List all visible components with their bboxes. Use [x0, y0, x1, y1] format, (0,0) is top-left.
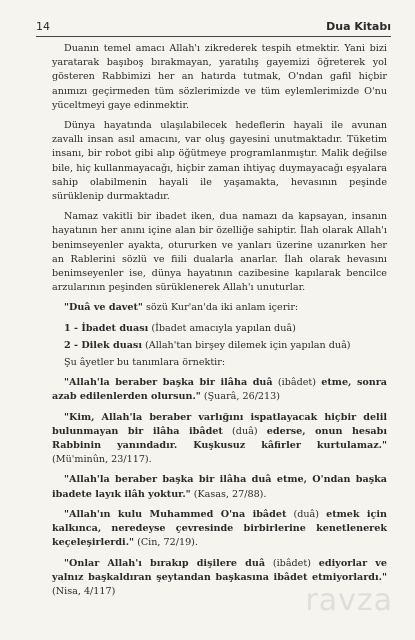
- quote-2: [52, 411, 387, 468]
- list-item-dilek: [52, 339, 387, 353]
- quote-3: [52, 473, 387, 501]
- list-item-ibadet: [52, 322, 387, 336]
- quote-reference: (Kasas, 27/88).: [190, 488, 267, 500]
- list-item-desc: (Allah'tan birşey dilemek için yapılan duâ): [141, 339, 351, 351]
- quote-paren: (ibâdet): [265, 557, 319, 569]
- quote-reference: (Cin, 72/19).: [134, 537, 198, 549]
- paragraph-3: Namaz vakitli bir ibadet iken, dua namazı da kapsayan, insanın hayatının her anını içine alan bir özelliğe sahiptir. İlah olarak Allah'ı benimseyenler ayakta, otururken ve yanları üzerine uzanırken her an Rablerini sözlü ve fiili dualarla anarlar. İlah olarak hevasını benimseyenler ise, dünya hayatının cazibesine kapılarak bencilce arzularının peşinden sürüklenerek Allah'ı unuturlar.: [52, 211, 387, 294]
- quote-text: ediyorlar ve yalnız başkaldıran şeytandan başkasına ibâdet etmiyorlardı.": [52, 557, 387, 583]
- list-item-label: 1 - İbadet duası: [64, 322, 149, 334]
- quote-reference: (Nisa, 4/117): [52, 585, 116, 597]
- watermark-logo: ravza: [305, 583, 393, 618]
- list-item-label: 2 - Dilek duası: [64, 339, 142, 351]
- term-dua-davet: "Duâ ve davet": [64, 302, 143, 314]
- quote-text: "Allah'ın kulu Muhammed O'na ibâdet: [64, 508, 287, 520]
- quote-text: etmek için kalkınca, neredeyse çevresinde birbirlerine kenetlenerek keçeleşirlerdi.": [52, 508, 388, 549]
- quote-text: ederse, onun hesabı Rabbinin yanındadır. Kuşkusuz kâfirler kurtulamaz.": [52, 425, 387, 452]
- page-body: [52, 42, 387, 605]
- quote-text: "Allah'la beraber başka bir ilâha duâ: [64, 377, 273, 389]
- paragraph-2: Dünya hayatında ulaşılabilecek hedeflerin hayali ile avunan zavallı insan asıl amacını, var oluş gayesini unutmaktadır. Tüketim insanı, bir robot gibi alıp öğütmeye programlanmıştır. Malik değilse bile, hiç kullanmayacağı, hiçbir zaman ihtiyaç duymayacağı eşyalara sahip olabilmenin hayali ile yaşamakta, hevasının peşinde sürüklenip durmaktadır.: [52, 120, 387, 203]
- paragraph-1: Duanın temel amacı Allah'ı zikrederek tespih etmektir. Yani bizi yaratarak başıboş bırakmayan, yaratılış gayemizi öğreterek yol gösteren Rabbimizi her an hatırda tutmak, O'ndan gafil hiçbir anımızı geçirmeden tüm sözlerimizde ve tüm eylemlerimizde O'nu yüceltmeyi gaye edinmektir.: [52, 43, 387, 111]
- quote-text: etme, sonra azab edilenlerden olursun.": [52, 377, 387, 403]
- quote-paren: (duâ): [222, 425, 267, 437]
- quote-text: "Onlar Allah'ı bırakıp dişilere duâ: [64, 557, 266, 569]
- quote-reference: (Şuarâ, 26/213): [200, 391, 280, 403]
- definition-intro: [52, 301, 387, 315]
- quote-1: [52, 376, 387, 404]
- page-number: 14: [36, 20, 50, 33]
- quote-paren: (duâ): [286, 508, 327, 520]
- page-header: [36, 14, 391, 37]
- quote-reference: (Mü'minûn, 23/117).: [52, 454, 152, 466]
- definition-intro-rest: sözü Kur'an'da iki anlam içerir:: [142, 302, 299, 314]
- quote-paren: (ibâdet): [272, 377, 322, 389]
- quote-text: "Kim, Allah'la beraber varlığını ispatlayacak hiçbir delil bulunmayan bir ilâha ibâdet: [52, 411, 387, 437]
- verses-intro: Şu âyetler bu tanımlara örnektir:: [64, 357, 226, 369]
- quote-text: "Allah'la beraber başka bir ilâha duâ etme, O'ndan başka ibadete layık ilâh yoktur.": [52, 474, 387, 500]
- list-item-desc: (İbadet amacıyla yapılan duâ): [148, 322, 296, 334]
- book-title: Dua Kitabı: [326, 20, 391, 33]
- quote-4: [52, 508, 387, 551]
